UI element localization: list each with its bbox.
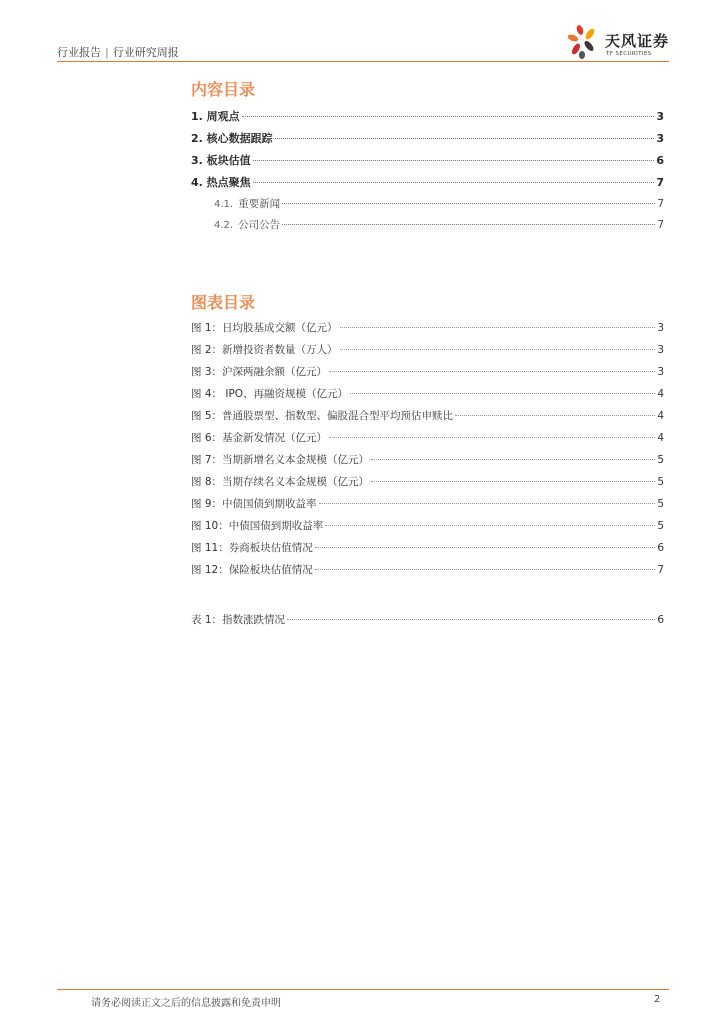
dot-leader	[253, 182, 655, 183]
toc-subitem-text: 重要新闻	[238, 198, 281, 210]
figure-page: 4	[657, 432, 664, 444]
dot-leader	[253, 160, 655, 161]
figure-label: 图 10：中债国债到期收益率	[191, 520, 324, 532]
toc-title: 内容目录	[191, 80, 256, 99]
figure-page: 5	[657, 520, 664, 532]
dot-leader	[242, 116, 655, 117]
dot-leader	[282, 203, 655, 204]
dot-leader	[371, 481, 655, 482]
toc-subitem-page: 7	[657, 198, 664, 210]
report-type: 行业报告	[57, 46, 101, 59]
dot-leader	[325, 525, 655, 526]
toc-item-page: 6	[656, 154, 664, 167]
toc-item-label: 3. 板块估值	[191, 154, 251, 167]
figure-page: 7	[657, 564, 664, 576]
toc-subitem-label	[214, 196, 280, 211]
figure-page: 6	[657, 542, 664, 554]
dot-leader	[315, 569, 656, 570]
figure-item[interactable]	[191, 562, 664, 577]
tf-securities-logo	[566, 24, 676, 60]
table-page: 6	[657, 614, 664, 626]
figure-item[interactable]	[191, 496, 664, 511]
dot-leader	[340, 327, 656, 328]
page-number: 2	[654, 994, 661, 1005]
toc-item[interactable]	[191, 130, 664, 146]
toc-subitem[interactable]	[214, 196, 664, 211]
figure-label: 图 4： IPO、再融资规模（亿元）	[191, 388, 349, 400]
figure-page: 4	[657, 410, 664, 422]
dot-leader	[371, 459, 655, 460]
figures-title: 图表目录	[191, 293, 256, 312]
figure-label: 图 3：沪深两融余额（亿元）	[191, 366, 328, 378]
figure-label: 图 9：中债国债到期收益率	[191, 498, 317, 510]
figure-page: 4	[657, 388, 664, 400]
figure-page: 5	[657, 498, 664, 510]
toc-subitem-text: 公司公告	[238, 219, 281, 231]
figure-label: 图 12：保险板块估值情况	[191, 564, 313, 576]
figure-page: 5	[657, 476, 664, 488]
dot-leader	[350, 393, 655, 394]
dot-leader	[275, 138, 655, 139]
report-subtype: 行业研究周报	[112, 46, 179, 59]
toc-subitem-number: 4.2.	[214, 220, 234, 231]
flower-logo-icon	[566, 24, 606, 60]
figure-item[interactable]	[191, 452, 664, 467]
toc-item-label: 1. 周观点	[191, 110, 240, 123]
figure-label: 图 5：普通股票型、指数型、偏股混合型平均预估申赎比	[191, 410, 454, 422]
dot-leader	[282, 224, 655, 225]
figure-page: 3	[657, 344, 664, 356]
table-item[interactable]	[191, 612, 664, 627]
figure-item[interactable]	[191, 364, 664, 379]
dot-leader	[287, 619, 655, 620]
toc-item-label: 4. 热点聚焦	[191, 176, 251, 189]
figure-label: 图 2：新增投资者数量（万人）	[191, 344, 338, 356]
toc-item-label: 2. 核心数据跟踪	[191, 132, 273, 145]
toc-subitem[interactable]	[214, 217, 664, 232]
dot-leader	[329, 437, 655, 438]
toc-item-page: 7	[656, 176, 664, 189]
toc-item[interactable]	[191, 152, 664, 168]
figure-label: 图 7：当期新增名义本金规模（亿元）	[191, 454, 370, 466]
figure-item[interactable]	[191, 474, 664, 489]
toc-item[interactable]	[191, 108, 664, 124]
figure-page: 5	[657, 454, 664, 466]
dot-leader	[340, 349, 656, 350]
figure-label: 图 6：基金新发情况（亿元）	[191, 432, 328, 444]
dot-leader	[329, 371, 655, 372]
figure-item[interactable]	[191, 386, 664, 401]
figure-label: 图 1：日均股基成交额（亿元）	[191, 322, 338, 334]
dot-leader	[315, 547, 656, 548]
figure-item[interactable]	[191, 430, 664, 445]
figure-item[interactable]	[191, 518, 664, 533]
toc-item-page: 3	[656, 132, 664, 145]
logo-english: TF SECURITIES	[606, 51, 652, 57]
breadcrumb	[57, 44, 179, 60]
figure-item[interactable]	[191, 408, 664, 423]
dot-leader	[319, 503, 656, 504]
figure-page: 3	[657, 322, 664, 334]
table-label: 表 1：指数涨跌情况	[191, 614, 286, 626]
figure-label: 图 11：券商板块估值情况	[191, 542, 313, 554]
toc-subitem-page: 7	[657, 219, 664, 231]
figure-label: 图 8：当期存续名义本金规模（亿元）	[191, 476, 370, 488]
footer-disclaimer: 请务必阅读正文之后的信息披露和免责申明	[91, 998, 281, 1009]
figure-item[interactable]	[191, 540, 664, 555]
figure-item[interactable]	[191, 342, 664, 357]
breadcrumb-separator: |	[105, 46, 109, 59]
dot-leader	[455, 415, 655, 416]
logo-name: 天风证券	[605, 32, 670, 50]
toc-item[interactable]	[191, 174, 664, 190]
toc-item-page: 3	[656, 110, 664, 123]
figure-item[interactable]	[191, 320, 664, 335]
header-rule	[57, 61, 669, 62]
toc-subitem-label	[214, 217, 280, 232]
toc-subitem-number: 4.1.	[214, 199, 234, 210]
footer-rule	[57, 989, 669, 990]
figure-page: 3	[657, 366, 664, 378]
